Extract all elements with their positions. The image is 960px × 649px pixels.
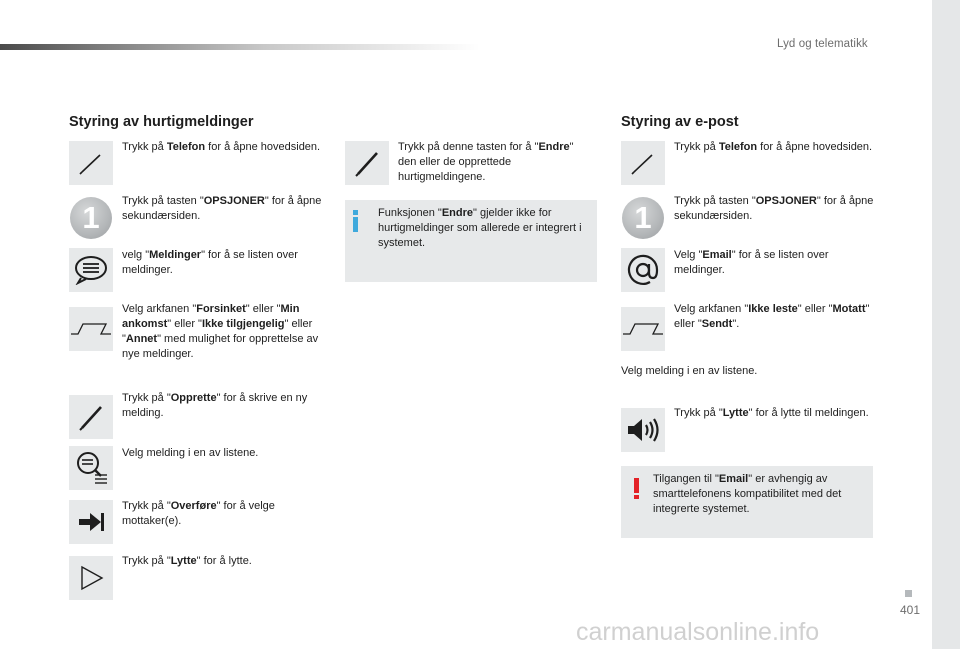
search-list-icon: [69, 446, 113, 490]
speaker-icon: [621, 408, 665, 452]
email-step-email-text: Velg "Email" for å se listen over meldinger.: [674, 249, 829, 276]
step-1-badge: 1: [70, 197, 112, 239]
section-title-email: Styring av e-post: [621, 114, 739, 130]
email-select-text: Velg melding i en av listene.: [621, 365, 758, 377]
info-note-text: Funksjonen "Endre" gjelder ikke for hurtigmeldinger som allerede er integrert i systemet.: [378, 207, 582, 249]
section-title-quick-messages: Styring av hurtigmeldinger: [69, 114, 254, 130]
step-listen-text: Trykk på "Lytte" for å lytte.: [122, 555, 252, 567]
forward-icon: [69, 500, 113, 544]
pen-icon: [345, 141, 389, 185]
side-tab-strip: [932, 0, 960, 649]
chapter-title: Lyd og telematikk: [777, 38, 868, 50]
tab-icon: [69, 307, 113, 351]
tab-icon: [621, 307, 665, 351]
email-step-options-text: Trykk på tasten "OPSJONER" for å åpne sekundærsiden.: [674, 195, 874, 222]
page-number: 401: [900, 603, 921, 617]
step-options-text: Trykk på tasten "OPSJONER" for å åpne sekundærsiden.: [122, 195, 322, 222]
warning-note-text: Tilgangen til "Email" er avhengig av smarttelefonens kompatibilitet med det integrerte systemet.: [653, 473, 842, 515]
page-marker: [905, 590, 912, 597]
step-tab-text: Velg arkfanen "Forsinket" eller "Min ankomst" eller "Ikke tilgjengelig" eller "Annet" med mulighet for opprettelse av nye meldinger.: [122, 303, 319, 360]
step-telefon-text: Trykk på Telefon for å åpne hovedsiden.: [122, 141, 321, 153]
step-select-text: Velg melding i en av listene.: [122, 447, 259, 459]
pen-icon: [69, 395, 113, 439]
message-list-icon: [69, 248, 113, 292]
info-icon: [353, 210, 358, 230]
step-1-badge: 1: [622, 197, 664, 239]
step-edit-text: Trykk på denne tasten for å "Endre" den eller de opprettede hurtigmeldingene.: [398, 141, 574, 183]
step-forward-text: Trykk på "Overføre" for å velge mottaker(e).: [122, 500, 275, 527]
play-icon: [69, 556, 113, 600]
at-sign-icon: [621, 248, 665, 292]
email-step-tab-text: Velg arkfanen "Ikke leste" eller "Motatt" eller "Sendt".: [674, 303, 870, 330]
watermark: carmanualsonline.info: [576, 618, 820, 646]
email-step-listen-text: Trykk på "Lytte" for å lytte til meldingen.: [674, 407, 869, 419]
step-messages-text: velg "Meldinger" for å se listen over meldinger.: [122, 249, 298, 276]
email-step-telefon-text: Trykk på Telefon for å åpne hovedsiden.: [674, 141, 873, 153]
warning-note-panel: [621, 466, 873, 538]
pen-icon: [621, 141, 665, 185]
warning-icon: [634, 478, 639, 499]
info-note-panel: [345, 200, 597, 282]
step-create-text: Trykk på "Opprette" for å skrive en ny melding.: [122, 392, 308, 419]
pen-icon: [69, 141, 113, 185]
header-rule: [0, 44, 480, 50]
